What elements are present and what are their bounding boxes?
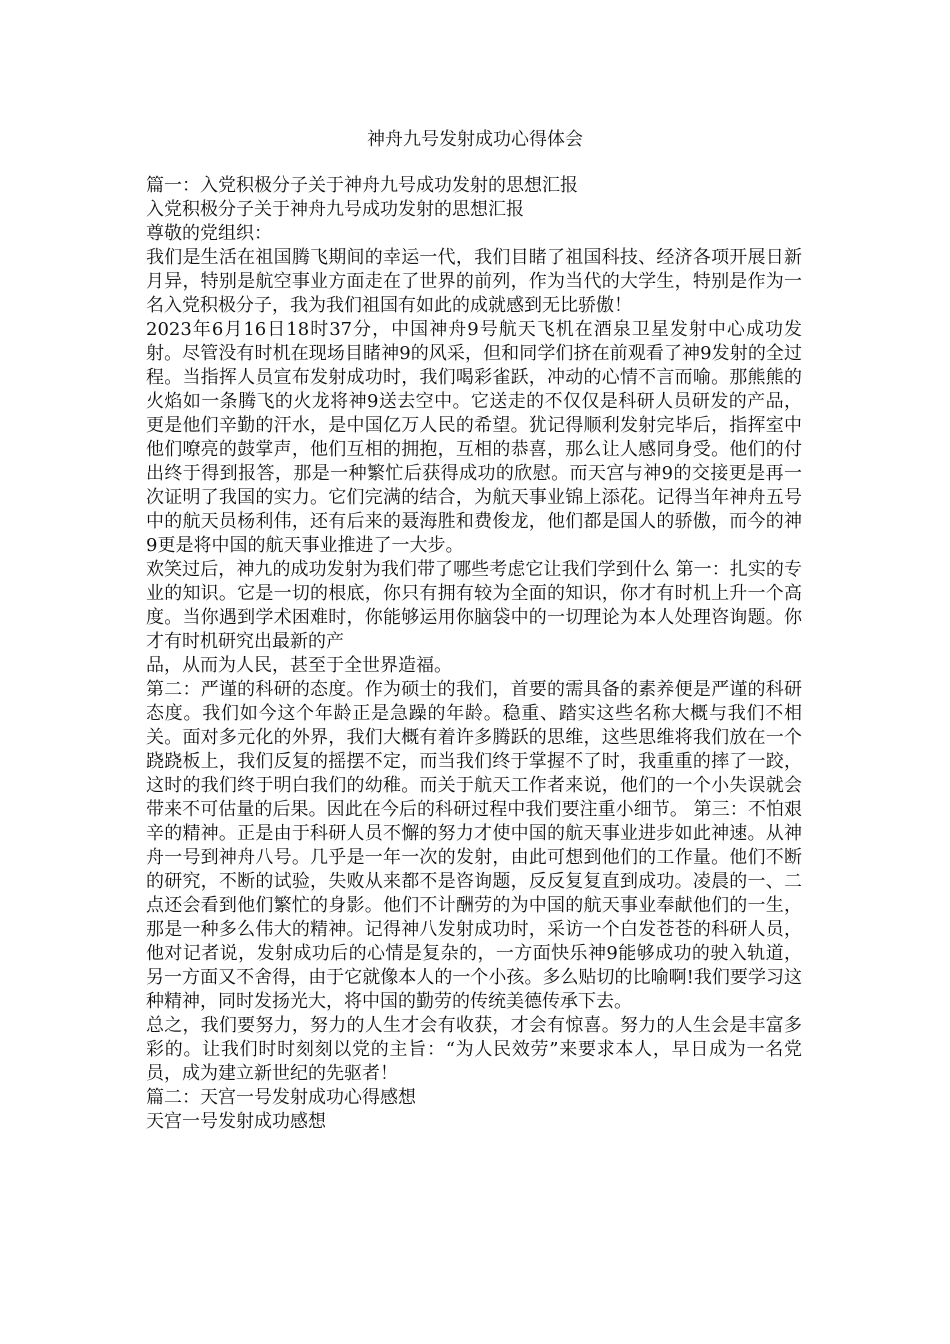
section-heading: 篇一：入党积极分子关于神舟九号成功发射的思想汇报 xyxy=(146,175,578,196)
body-paragraph: 欢笑过后，神九的成功发射为我们带了哪些考虑它让我们学到什么 第一：扎实的专业的知识。它是一切的根底，你只有拥有较为全面的知识，你才有时机上升一个高度。当你遇到学术困难时，你能够运用你脑袋中的一切理论为本人处理咨询题。你才有时机研究出最新的产 xyxy=(146,559,802,652)
body-paragraph: 品，从而为人民，甚至于全世界造福。 xyxy=(146,655,452,676)
body-paragraph: 总之，我们要努力，努力的人生才会有收获，才会有惊喜。努力的人生会是丰富多彩的。让我们时时刻刻以党的主旨：“为人民效劳”来要求本人，早日成为一名党员，成为建立新世纪的先驱者！ xyxy=(146,1015,802,1084)
section-subtitle: 天宫一号发射成功感想 xyxy=(146,1111,326,1132)
salutation: 尊敬的党组织： xyxy=(146,223,272,244)
document-title: 神舟九号发射成功心得体会 xyxy=(367,129,583,150)
section-heading: 篇二：天宫一号发射成功心得感想 xyxy=(146,1087,416,1108)
body-paragraph: 2023年6月16日18时37分，中国神舟9号航天飞机在酒泉卫星发射中心成功发射。尽管没有时机在现场目睹神9的风采，但和同学们挤在前观看了神9发射的全过程。当指挥人员宣布发射成功时，我们喝彩雀跃，冲动的心情不言而喻。那熊熊的火焰如一条腾飞的火龙将神9送去空中。它送走的不仅仅是科研人员研发的产品，更是他们辛勤的汗水，是中国亿万人民的希望。犹记得顺利发射完毕后，指挥室中他们嘹亮的鼓掌声，他们互相的拥抱，互相的恭喜，那么让人感同身受。他们的付出终于得到报答，那是一种繁忙后获得成功的欣慰。而天宫与神9的交接更是再一次证明了我国的实力。它们完满的结合，为航天事业锦上添花。记得当年神舟五号中的航天员杨利伟，还有后来的聂海胜和费俊龙，他们都是国人的骄傲，而今的神9更是将中国的航天事业推进了一大步。 xyxy=(146,319,802,556)
body-paragraph: 第二：严谨的科研的态度。作为硕士的我们，首要的需具备的素养便是严谨的科研态度。我们如今这个年龄正是急躁的年龄。稳重、踏实这些名称大概与我们不相关。面对多元化的外界，我们大概有着许多腾跃的思维，这些思维将我们放在一个跷跷板上，我们反复的摇摆不定，而当我们终于掌握不了时，我重重的摔了一跤，这时的我们终于明白我们的幼稚。而关于航天工作者来说，他们的一个小失误就会带来不可估量的后果。因此在今后的科研过程中我们要注重小细节。 第三：不怕艰辛的精神。正是由于科研人员不懈的努力才使中国的航天事业进步如此神速。从神舟一号到神舟八号。几乎是一年一次的发射，由此可想到他们的工作量。他们不断的研究，不断的试验，失败从来都不是咨询题，反反复复直到成功。凌晨的一、二点还会看到他们繁忙的身影。他们不计酬劳的为中国的航天事业奉献他们的一生，那是一种多么伟大的精神。记得神八发射成功时，采访一个白发苍苍的科研人员，他对记者说，发射成功后的心情是复杂的，一方面快乐神9能够成功的驶入轨道，另一方面又不舍得，由于它就像本人的一个小孩。多么贴切的比喻啊!我们要学习这种精神，同时发扬光大，将中国的勤劳的传统美德传承下去。 xyxy=(146,679,802,1012)
document-body xyxy=(146,174,802,1134)
report-title: 入党积极分子关于神舟九号成功发射的思想汇报 xyxy=(146,199,524,220)
body-paragraph: 我们是生活在祖国腾飞期间的幸运一代，我们目睹了祖国科技、经济各项开展日新月异，特别是航空事业方面走在了世界的前列，作为当代的大学生，特别是作为一名入党积极分子，我为我们祖国有如此的成就感到无比骄傲！ xyxy=(146,247,802,316)
